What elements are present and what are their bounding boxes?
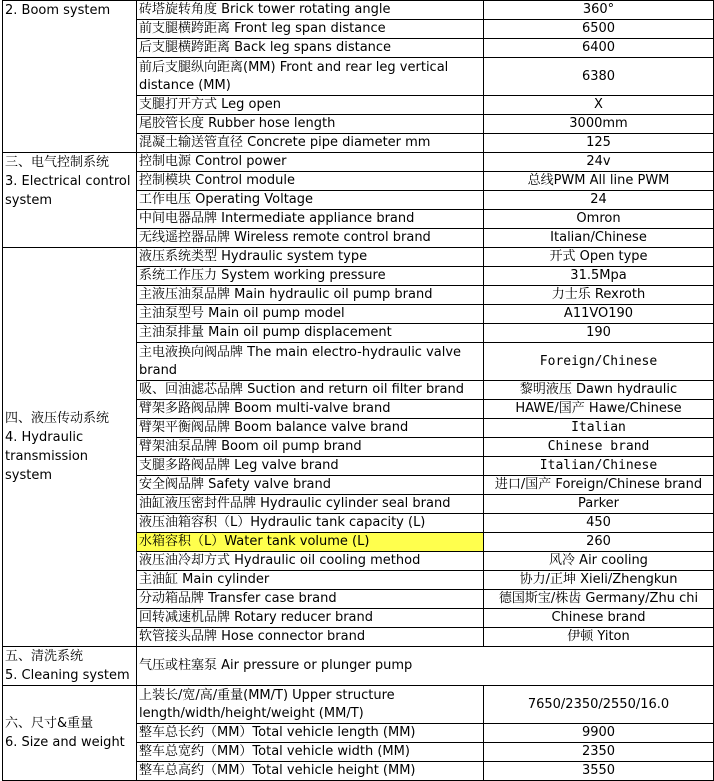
spec-value: 360° <box>484 1 714 20</box>
spec-value: Chinese brand <box>484 609 714 628</box>
spec-value: Italian <box>484 419 714 438</box>
spec-item: 臂架油泵品牌 Boom oil pump brand <box>137 438 484 457</box>
spec-item: 主油泵型号 Main oil pump model <box>137 305 484 324</box>
category-label-en: system <box>5 468 52 483</box>
category-boom: 2. Boom system <box>3 1 137 153</box>
category-label-cn: 四、液压传动系统 <box>5 411 110 426</box>
spec-item: 整车总长约（MM）Total vehicle length (MM) <box>137 724 484 743</box>
spec-item: 液压油箱容积（L）Hydraulic tank capacity (L) <box>137 514 484 533</box>
spec-value: 协力/正坤 Xieli/Zhengkun <box>484 571 714 590</box>
spec-table <box>2 0 714 781</box>
table-row <box>3 647 714 686</box>
category-size <box>3 686 137 781</box>
table-row <box>3 686 714 724</box>
spec-item: 软管接头品牌 Hose connector brand <box>137 628 484 647</box>
spec-value: 伊顿 Yiton <box>484 628 714 647</box>
spec-item: 主油泵排量 Main oil pump displacement <box>137 324 484 343</box>
category-label-en: 5. Cleaning system <box>5 668 130 683</box>
spec-item: 主电液换向阀品牌 The main electro-hydraulic valve brand <box>137 343 484 381</box>
spec-value: 9900 <box>484 724 714 743</box>
category-label-en: 6. Size and weight <box>5 735 125 750</box>
spec-item: 安全阀品牌 Safety valve brand <box>137 476 484 495</box>
category-label-en: 4. Hydraulic <box>5 430 84 445</box>
spec-item: 系统工作压力 System working pressure <box>137 267 484 286</box>
category-label-cn: 三、电气控制系统 <box>5 155 110 170</box>
spec-item: 混凝土输送管直径 Concrete pipe diameter mm <box>137 134 484 153</box>
spec-value: 3550 <box>484 762 714 781</box>
category-label-en: system <box>5 193 52 208</box>
spec-value: Omron <box>484 210 714 229</box>
spec-item: 上装长/宽/高/重量(MM/T) Upper structure length/width/height/weight (MM/T) <box>137 686 484 724</box>
spec-value: 190 <box>484 324 714 343</box>
spec-item: 支腿多路阀品牌 Leg valve brand <box>137 457 484 476</box>
category-hydraulic <box>3 248 137 647</box>
spec-value: HAWE/国产 Hawe/Chinese <box>484 400 714 419</box>
spec-value: 6500 <box>484 20 714 39</box>
spec-item: 液压油冷却方式 Hydraulic oil cooling method <box>137 552 484 571</box>
spec-item: 分动箱品牌 Transfer case brand <box>137 590 484 609</box>
spec-value: Italian/Chinese <box>484 229 714 248</box>
spec-value: 450 <box>484 514 714 533</box>
spec-value: Italian/Chinese <box>484 457 714 476</box>
table-row <box>3 1 714 20</box>
spec-value: 力士乐 Rexroth <box>484 286 714 305</box>
spec-item: 无线遥控器品牌 Wireless remote control brand <box>137 229 484 248</box>
spec-item: 控制电源 Control power <box>137 153 484 172</box>
spec-value: 6380 <box>484 58 714 96</box>
category-label-cn: 五、清洗系统 <box>5 649 84 664</box>
spec-value: 24v <box>484 153 714 172</box>
spec-value: 24 <box>484 191 714 210</box>
spec-item: 臂架平衡阀品牌 Boom balance valve brand <box>137 419 484 438</box>
spec-value: Chinese brand <box>484 438 714 457</box>
spec-item: 吸、回油滤芯品牌 Suction and return oil filter brand <box>137 381 484 400</box>
spec-value: 3000mm <box>484 115 714 134</box>
spec-value: 7650/2350/2550/16.0 <box>484 686 714 724</box>
spec-value: 260 <box>484 533 714 552</box>
spec-item: 整车总宽约（MM）Total vehicle width (MM) <box>137 743 484 762</box>
spec-value: 总线PWM All line PWM <box>484 172 714 191</box>
spec-value: 开式 Open type <box>484 248 714 267</box>
spec-item: 尾胶管长度 Rubber hose length <box>137 115 484 134</box>
spec-value: 2350 <box>484 743 714 762</box>
spec-value: 风冷 Air cooling <box>484 552 714 571</box>
table-row <box>3 248 714 267</box>
category-label-en: 3. Electrical control <box>5 174 131 189</box>
spec-item: 支腿打开方式 Leg open <box>137 96 484 115</box>
spec-item: 油缸液压密封件品牌 Hydraulic cylinder seal brand <box>137 495 484 514</box>
spec-item: 中间电器品牌 Intermediate appliance brand <box>137 210 484 229</box>
spec-item: 气压或柱塞泵 Air pressure or plunger pump <box>137 647 714 686</box>
category-electrical <box>3 153 137 248</box>
spec-item: 臂架多路阀品牌 Boom multi-valve brand <box>137 400 484 419</box>
category-label-cn: 六、尺寸&重量 <box>5 716 94 731</box>
spec-item-highlighted: 水箱容积（L）Water tank volume (L) <box>137 533 484 552</box>
spec-item: 回转减速机品牌 Rotary reducer brand <box>137 609 484 628</box>
category-cleaning <box>3 647 137 686</box>
spec-value: 31.5Mpa <box>484 267 714 286</box>
spec-item: 主油缸 Main cylinder <box>137 571 484 590</box>
spec-value: 德国斯宝/株齿 Germany/Zhu chi <box>484 590 714 609</box>
spec-value: X <box>484 96 714 115</box>
spec-value: Foreign/Chinese <box>484 343 714 381</box>
spec-item: 前支腿横跨距离 Front leg span distance <box>137 20 484 39</box>
spec-item: 后支腿横跨距离 Back leg spans distance <box>137 39 484 58</box>
spec-value: 125 <box>484 134 714 153</box>
category-label-en: transmission <box>5 449 89 464</box>
spec-value: 进口/国产 Foreign/Chinese brand <box>484 476 714 495</box>
spec-item: 工作电压 Operating Voltage <box>137 191 484 210</box>
spec-item: 前后支腿纵向距离(MM) Front and rear leg vertical distance (MM) <box>137 58 484 96</box>
spec-item: 主液压油泵品牌 Main hydraulic oil pump brand <box>137 286 484 305</box>
spec-item: 液压系统类型 Hydraulic system type <box>137 248 484 267</box>
spec-item: 控制模块 Control module <box>137 172 484 191</box>
spec-item: 整车总高约（MM）Total vehicle height (MM) <box>137 762 484 781</box>
spec-value: 6400 <box>484 39 714 58</box>
spec-item: 砖塔旋转角度 Brick tower rotating angle <box>137 1 484 20</box>
table-row <box>3 153 714 172</box>
spec-value: A11VO190 <box>484 305 714 324</box>
spec-value: 黎明液压 Dawn hydraulic <box>484 381 714 400</box>
spec-value: Parker <box>484 495 714 514</box>
